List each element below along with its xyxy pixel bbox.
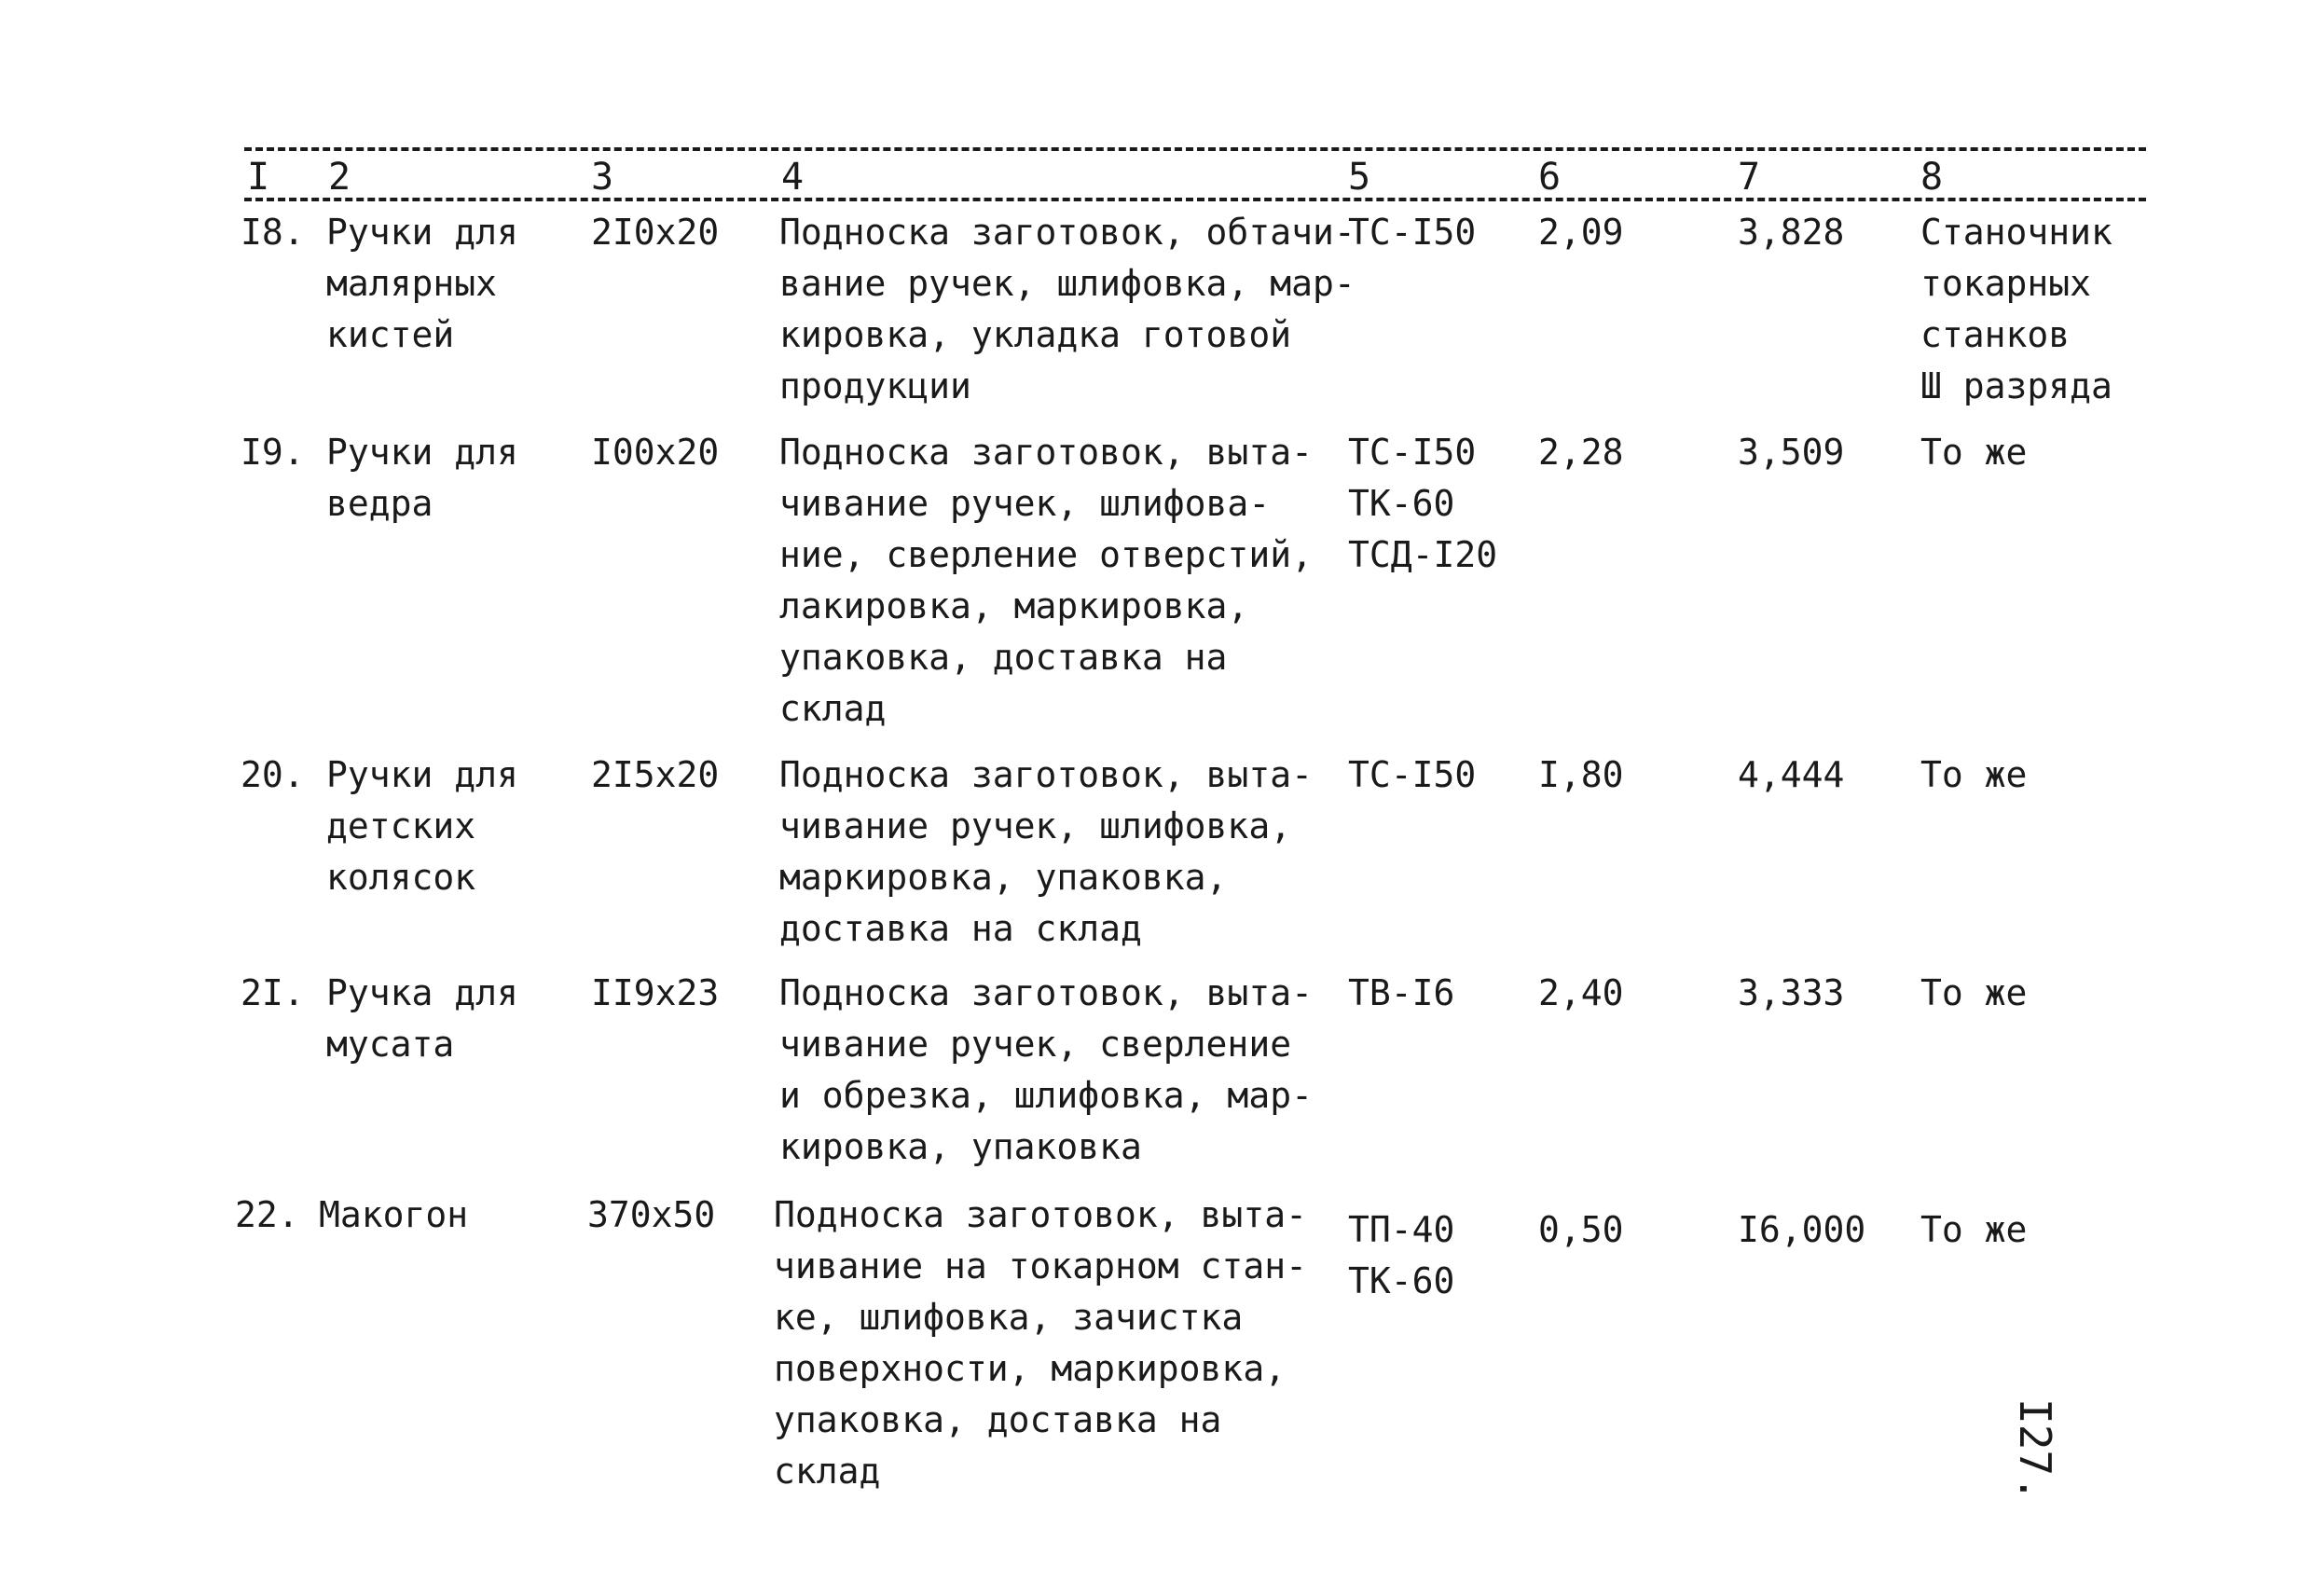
- header-col-7: 7: [1738, 156, 1761, 199]
- page-number: I27.: [2010, 1398, 2060, 1502]
- header-col-1: I: [247, 156, 270, 199]
- operations-text: Подноска заготовок, вытa- чивание ручек, шлифовка, маркировка, упаковка, доставка на склад: [779, 754, 1313, 949]
- item-size: I00x20: [591, 432, 720, 473]
- output-rate: I6,000: [1738, 1209, 1866, 1250]
- operations-text: Подноска заготовок, вытa- чивание ручек, сверление и обрезка, шлифовка, мар- кировка, упаковка: [779, 972, 1313, 1167]
- equipment: ТП-40 ТК-60: [1348, 1209, 1455, 1301]
- header-col-2: 2: [328, 156, 351, 199]
- item-name: Ручки для малярных кистей: [326, 212, 518, 355]
- item-size: 2I0x20: [591, 212, 720, 253]
- header-col-4: 4: [781, 156, 805, 199]
- equipment: ТС-I50: [1348, 212, 1477, 253]
- row-number: 22.: [235, 1194, 299, 1235]
- header-col-8: 8: [1920, 156, 1944, 199]
- operations-text: Подноска заготовок, вытa- чивание на токарном стан- ке, шлифовка, зачистка поверхности, маркировка, упаковка, доставка на склад: [774, 1194, 1307, 1492]
- output-rate: 4,444: [1738, 754, 1845, 795]
- item-size: 370x50: [587, 1194, 716, 1235]
- row-number: 20.: [241, 754, 305, 795]
- operations-text: Подноска заготовок, обтачи- вание ручек, шлифовка, мар- кировка, укладка готовой продукции: [779, 212, 1356, 406]
- item-name: Макогон: [319, 1194, 469, 1235]
- item-size: II9x23: [591, 972, 720, 1013]
- header-col-6: 6: [1538, 156, 1562, 199]
- header-bottom-rule: [244, 198, 2146, 201]
- equipment: ТВ-I6: [1348, 972, 1455, 1013]
- worker-qualification: То же: [1920, 432, 2028, 473]
- item-size: 2I5x20: [591, 754, 720, 795]
- output-rate: 3,333: [1738, 972, 1845, 1013]
- row-number: I9.: [241, 432, 305, 473]
- row-number: I8.: [241, 212, 305, 253]
- worker-qualification: То же: [1920, 1209, 2028, 1250]
- time-norm: 2,09: [1538, 212, 1624, 253]
- time-norm: 0,50: [1538, 1209, 1624, 1250]
- item-name: Ручки для детских колясок: [326, 754, 518, 898]
- output-rate: 3,828: [1738, 212, 1845, 253]
- item-name: Ручки для ведра: [326, 432, 518, 524]
- header-col-5: 5: [1348, 156, 1371, 199]
- worker-qualification: То же: [1920, 972, 2028, 1013]
- row-number: 2I.: [241, 972, 305, 1013]
- item-name: Ручка для мусата: [326, 972, 518, 1065]
- table-top-rule: [244, 147, 2146, 151]
- time-norm: I,80: [1538, 754, 1624, 795]
- time-norm: 2,40: [1538, 972, 1624, 1013]
- equipment: ТС-I50: [1348, 754, 1477, 795]
- header-col-3: 3: [591, 156, 614, 199]
- worker-qualification: То же: [1920, 754, 2028, 795]
- equipment: ТС-I50 ТК-60 ТСД-I20: [1348, 432, 1498, 575]
- worker-qualification: Станочник токарных станков Ш разряда: [1920, 212, 2112, 406]
- operations-text: Подноска заготовок, вытa- чивание ручек, шлифова- ние, сверление отверстий, лакировка, маркировка, упаковка, доставка на склад: [779, 432, 1313, 729]
- time-norm: 2,28: [1538, 432, 1624, 473]
- output-rate: 3,509: [1738, 432, 1845, 473]
